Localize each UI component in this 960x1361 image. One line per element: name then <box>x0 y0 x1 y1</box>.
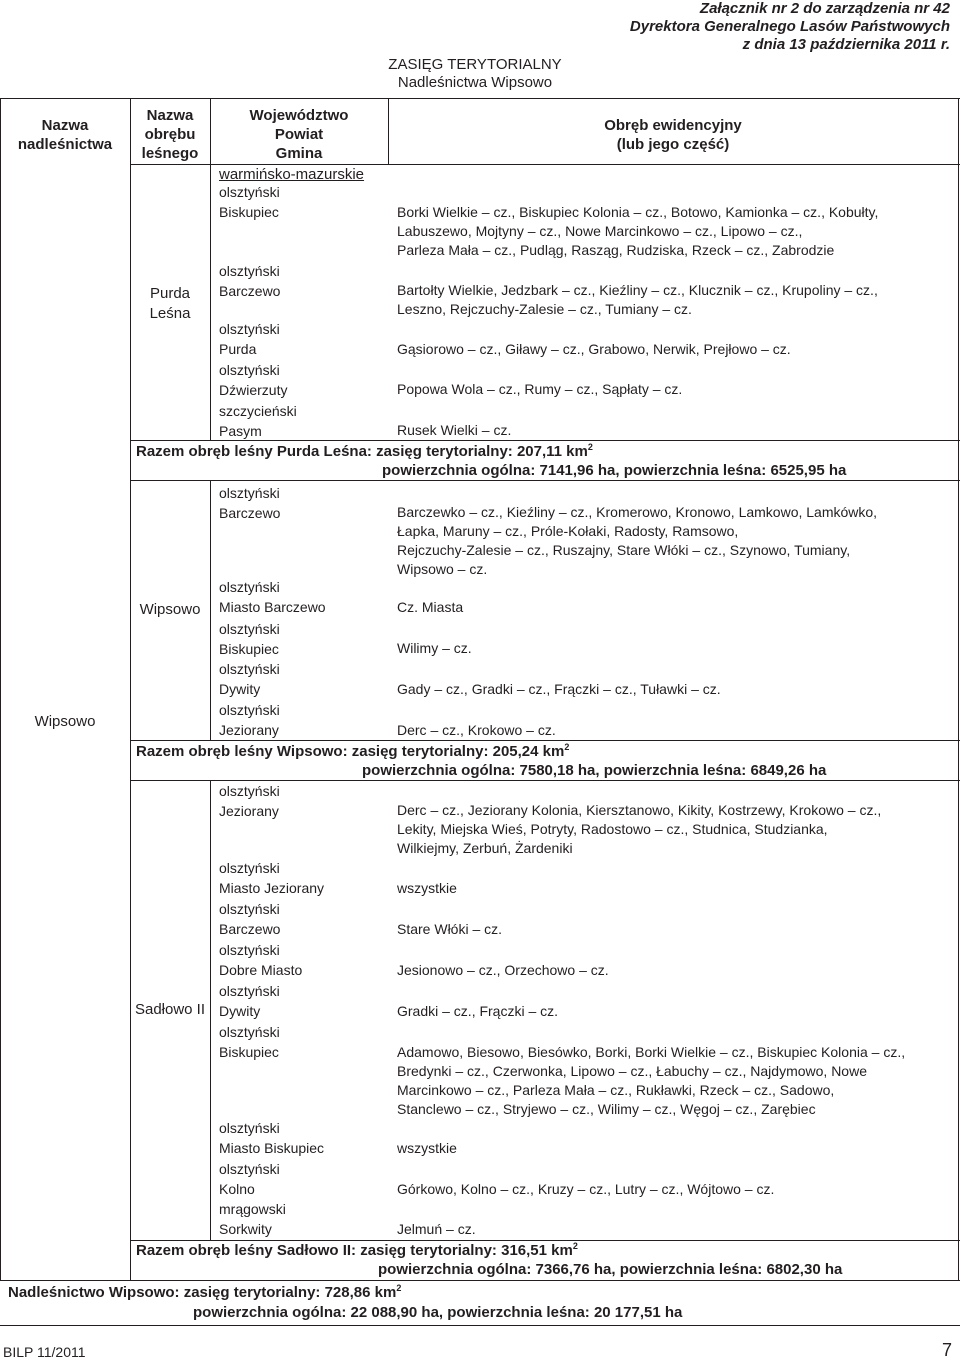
sadlowo-row-1: olsztyński Jeziorany <box>219 783 280 819</box>
wipsowo-row-1: olsztyński Barczewo <box>219 485 281 521</box>
header-wojewodztwo: Województwo Powiat Gmina <box>249 107 349 162</box>
sadlowo-total-line-1: Razem obręb leśny Sadłowo II: zasięg terytorialny: 316,51 $km^2$ <box>136 1241 578 1259</box>
wipsowo-obreb-5: Derc – cz., Krokowo – cz. <box>397 722 556 738</box>
wipsowo-obreb-2: Cz. Miasta <box>397 599 464 615</box>
sadlowo-obreb-9: Jelmuń – cz. <box>397 1221 476 1237</box>
doc-title-2: Nadleśnictwa Wipsowo <box>397 74 553 91</box>
wipsowo-top-border <box>130 480 960 481</box>
sadlowo-total-border <box>130 1240 960 1241</box>
purda-row-1: olsztyński Biskupiec <box>219 184 280 220</box>
sadlowo-top-border <box>130 780 960 781</box>
obreb-sadlowo-name: Sadłowo II <box>134 1001 206 1018</box>
header-obreb: Nazwa obrębu leśnego <box>141 107 199 162</box>
col1-divider <box>130 98 131 1280</box>
sadlowo-row-4: olsztyński Dobre Miasto <box>219 942 303 978</box>
sadlowo-row-6: olsztyński Biskupiec <box>219 1024 280 1060</box>
sadlowo-obreb-3: Stare Włóki – cz. <box>397 921 503 937</box>
sadlowo-obreb-2: wszystkie <box>397 880 457 896</box>
wipsowo-row-2: olsztyński Miasto Barczewo <box>219 579 326 615</box>
doc-title-1: ZASIĘG TERYTORIALNY <box>388 56 562 73</box>
page-number: 7 <box>941 1340 952 1360</box>
sadlowo-total-line-2: powierzchnia ogólna: 7366,76 ha, powierzchnia leśna: 6802,30 ha <box>378 1261 843 1278</box>
purda-obreb-1: Borki Wielkie – cz., Biskupiec Kolonia – cz., Botowo, Kamionka – cz., Kobułty, Labuszewo, Mojtyny – cz., Nowe Marcinkowo – cz., Lipowo – cz., Parleza Mała – cz., Pudląg, Rasząg, Rudziska, Rzeck – cz., Zabrodzie <box>397 204 879 258</box>
sadlowo-row-3: olsztyński Barczewo <box>219 901 281 937</box>
purda-total-line-1: Razem obręb leśny Purda Leśna: zasięg terytorialny: 207,11 $km^2$ <box>136 442 593 460</box>
nadlesnictwo-name: Wipsowo <box>34 713 96 730</box>
annex-line-1: Załącznik nr 2 do zarządzenia nr 42 <box>699 0 950 17</box>
sadlowo-row-7: olsztyński Miasto Biskupiec <box>219 1120 325 1156</box>
purda-row-2: olsztyński Barczewo <box>219 263 281 299</box>
obreb-wipsowo-name: Wipsowo <box>139 601 201 618</box>
sadlowo-obreb-7: wszystkie <box>397 1140 457 1156</box>
sadlowo-obreb-4: Jesionowo – cz., Orzechowo – cz. <box>397 962 609 978</box>
sadlowo-obreb-6: Adamowo, Biesowo, Biesówko, Borki, Borki Wielkie – cz., Biskupiec Kolonia – cz., Bredynki – cz., Czerwonka, Lipowo – cz., Łabuchy – cz., Najdymowo, Nowe Marcinkowo – cz., Parleza Mała – cz., Rukławki, Rzeck – cz., Sadowo, Stanclewo – cz., Stryjewo – cz., Wilimy – cz., Węgoj – cz., Zarębiec <box>397 1044 906 1117</box>
table-left-border <box>0 98 1 1280</box>
voivodeship-label: warmińsko-mazurskie <box>219 166 365 183</box>
wipsowo-row-3: olsztyński Biskupiec <box>219 621 280 657</box>
header-obreb-ewidencyjny: Obręb ewidencyjny (lub jego część) <box>604 117 742 153</box>
purda-obreb-2: Bartołty Wielkie, Jedzbark – cz., Kieźliny – cz., Klucznik – cz., Krupoliny – cz., Leszno, Rejczuchy-Zalesie – cz., Tumiany – cz. <box>397 282 878 317</box>
purda-total-border <box>130 440 960 441</box>
header-bottom-border <box>130 164 960 165</box>
wipsowo-total-line-2: powierzchnia ogólna: 7580,18 ha, powierzchnia leśna: 6849,26 ha <box>362 762 827 779</box>
purda-row-5: szczycieński Pasym <box>219 403 297 439</box>
table-top-border <box>0 98 960 99</box>
footer-publication: BILP 11/2011 <box>3 1344 86 1360</box>
sadlowo-row-9: mrągowski Sorkwity <box>219 1201 286 1237</box>
purda-total-line-2: powierzchnia ogólna: 7141,96 ha, powierzchnia leśna: 6525,95 ha <box>382 462 847 479</box>
purda-obreb-4: Popowa Wola – cz., Rumy – cz., Sąpłaty – cz. <box>397 381 683 397</box>
col2-divider-sadlowo <box>210 780 211 1240</box>
sadlowo-row-2: olsztyński Miasto Jeziorany <box>219 860 325 896</box>
wipsowo-total-border <box>130 740 960 741</box>
sadlowo-obreb-8: Górkowo, Kolno – cz., Kruzy – cz., Lutry – cz., Wójtowo – cz. <box>397 1181 775 1197</box>
purda-row-3: olsztyński Purda <box>219 321 280 357</box>
annex-line-2: Dyrektora Generalnego Lasów Państwowych <box>629 18 950 35</box>
table-bottom-border <box>0 1280 960 1281</box>
obreb-purda-name: Purda Leśna <box>149 285 191 322</box>
purda-row-4: olsztyński Dźwierzuty <box>219 362 288 398</box>
purda-obreb-5: Rusek Wielki – cz. <box>397 422 512 438</box>
wipsowo-row-4: olsztyński Dywity <box>219 661 280 697</box>
sadlowo-row-8: olsztyński Kolno <box>219 1161 280 1197</box>
header-nadlesnictwo: Nazwa nadleśnictwa <box>17 117 113 153</box>
wipsowo-obreb-3: Wilimy – cz. <box>397 640 472 656</box>
annex-line-3: z dnia 13 października 2011 r. <box>742 36 950 53</box>
grand-total-line-1: Nadleśnictwo Wipsowo: zasięg terytorialny: 728,86 $km^2$ <box>8 1283 402 1301</box>
grand-total-bottom <box>0 1325 960 1326</box>
sadlowo-obreb-1: Derc – cz., Jeziorany Kolonia, Kiersztanowo, Kikity, Kostrzewy, Krokowo – cz., Lekity, Miejska Wieś, Potryty, Radostowo – cz., Studnica, Studzianka, Wilkiejmy, Zerbuń, Żardeniki <box>397 802 882 856</box>
table-right-border <box>958 98 959 1280</box>
sadlowo-obreb-5: Gradki – cz., Frączki – cz. <box>397 1003 559 1019</box>
col2-divider-purda <box>210 164 211 440</box>
wipsowo-obreb-4: Gady – cz., Gradki – cz., Frączki – cz., Tuławki – cz. <box>397 681 721 697</box>
col2-divider-wipsowo <box>210 480 211 740</box>
grand-total-line-2: powierzchnia ogólna: 22 088,90 ha, powierzchnia leśna: 20 177,51 ha <box>193 1304 683 1321</box>
wipsowo-obreb-1: Barczewko – cz., Kieźliny – cz., Kromerowo, Kronowo, Lamkowo, Lamkówko, Łapka, Maruny – cz., Próle-Kołaki, Radosty, Ramsowo, Rejczuchy-Zalesie – cz., Ruszajny, Stare Włóki – cz., Szynowo, Tumiany, Wipsowo – cz. <box>397 504 878 577</box>
purda-obreb-3: Gąsiorowo – cz., Giławy – cz., Grabowo, Nerwik, Prejłowo – cz. <box>397 341 791 357</box>
wipsowo-total-line-1: Razem obręb leśny Wipsowo: zasięg terytorialny: 205,24 $km^2$ <box>136 742 570 760</box>
wipsowo-row-5: olsztyński Jeziorany <box>219 702 280 738</box>
sadlowo-row-5: olsztyński Dywity <box>219 983 280 1019</box>
